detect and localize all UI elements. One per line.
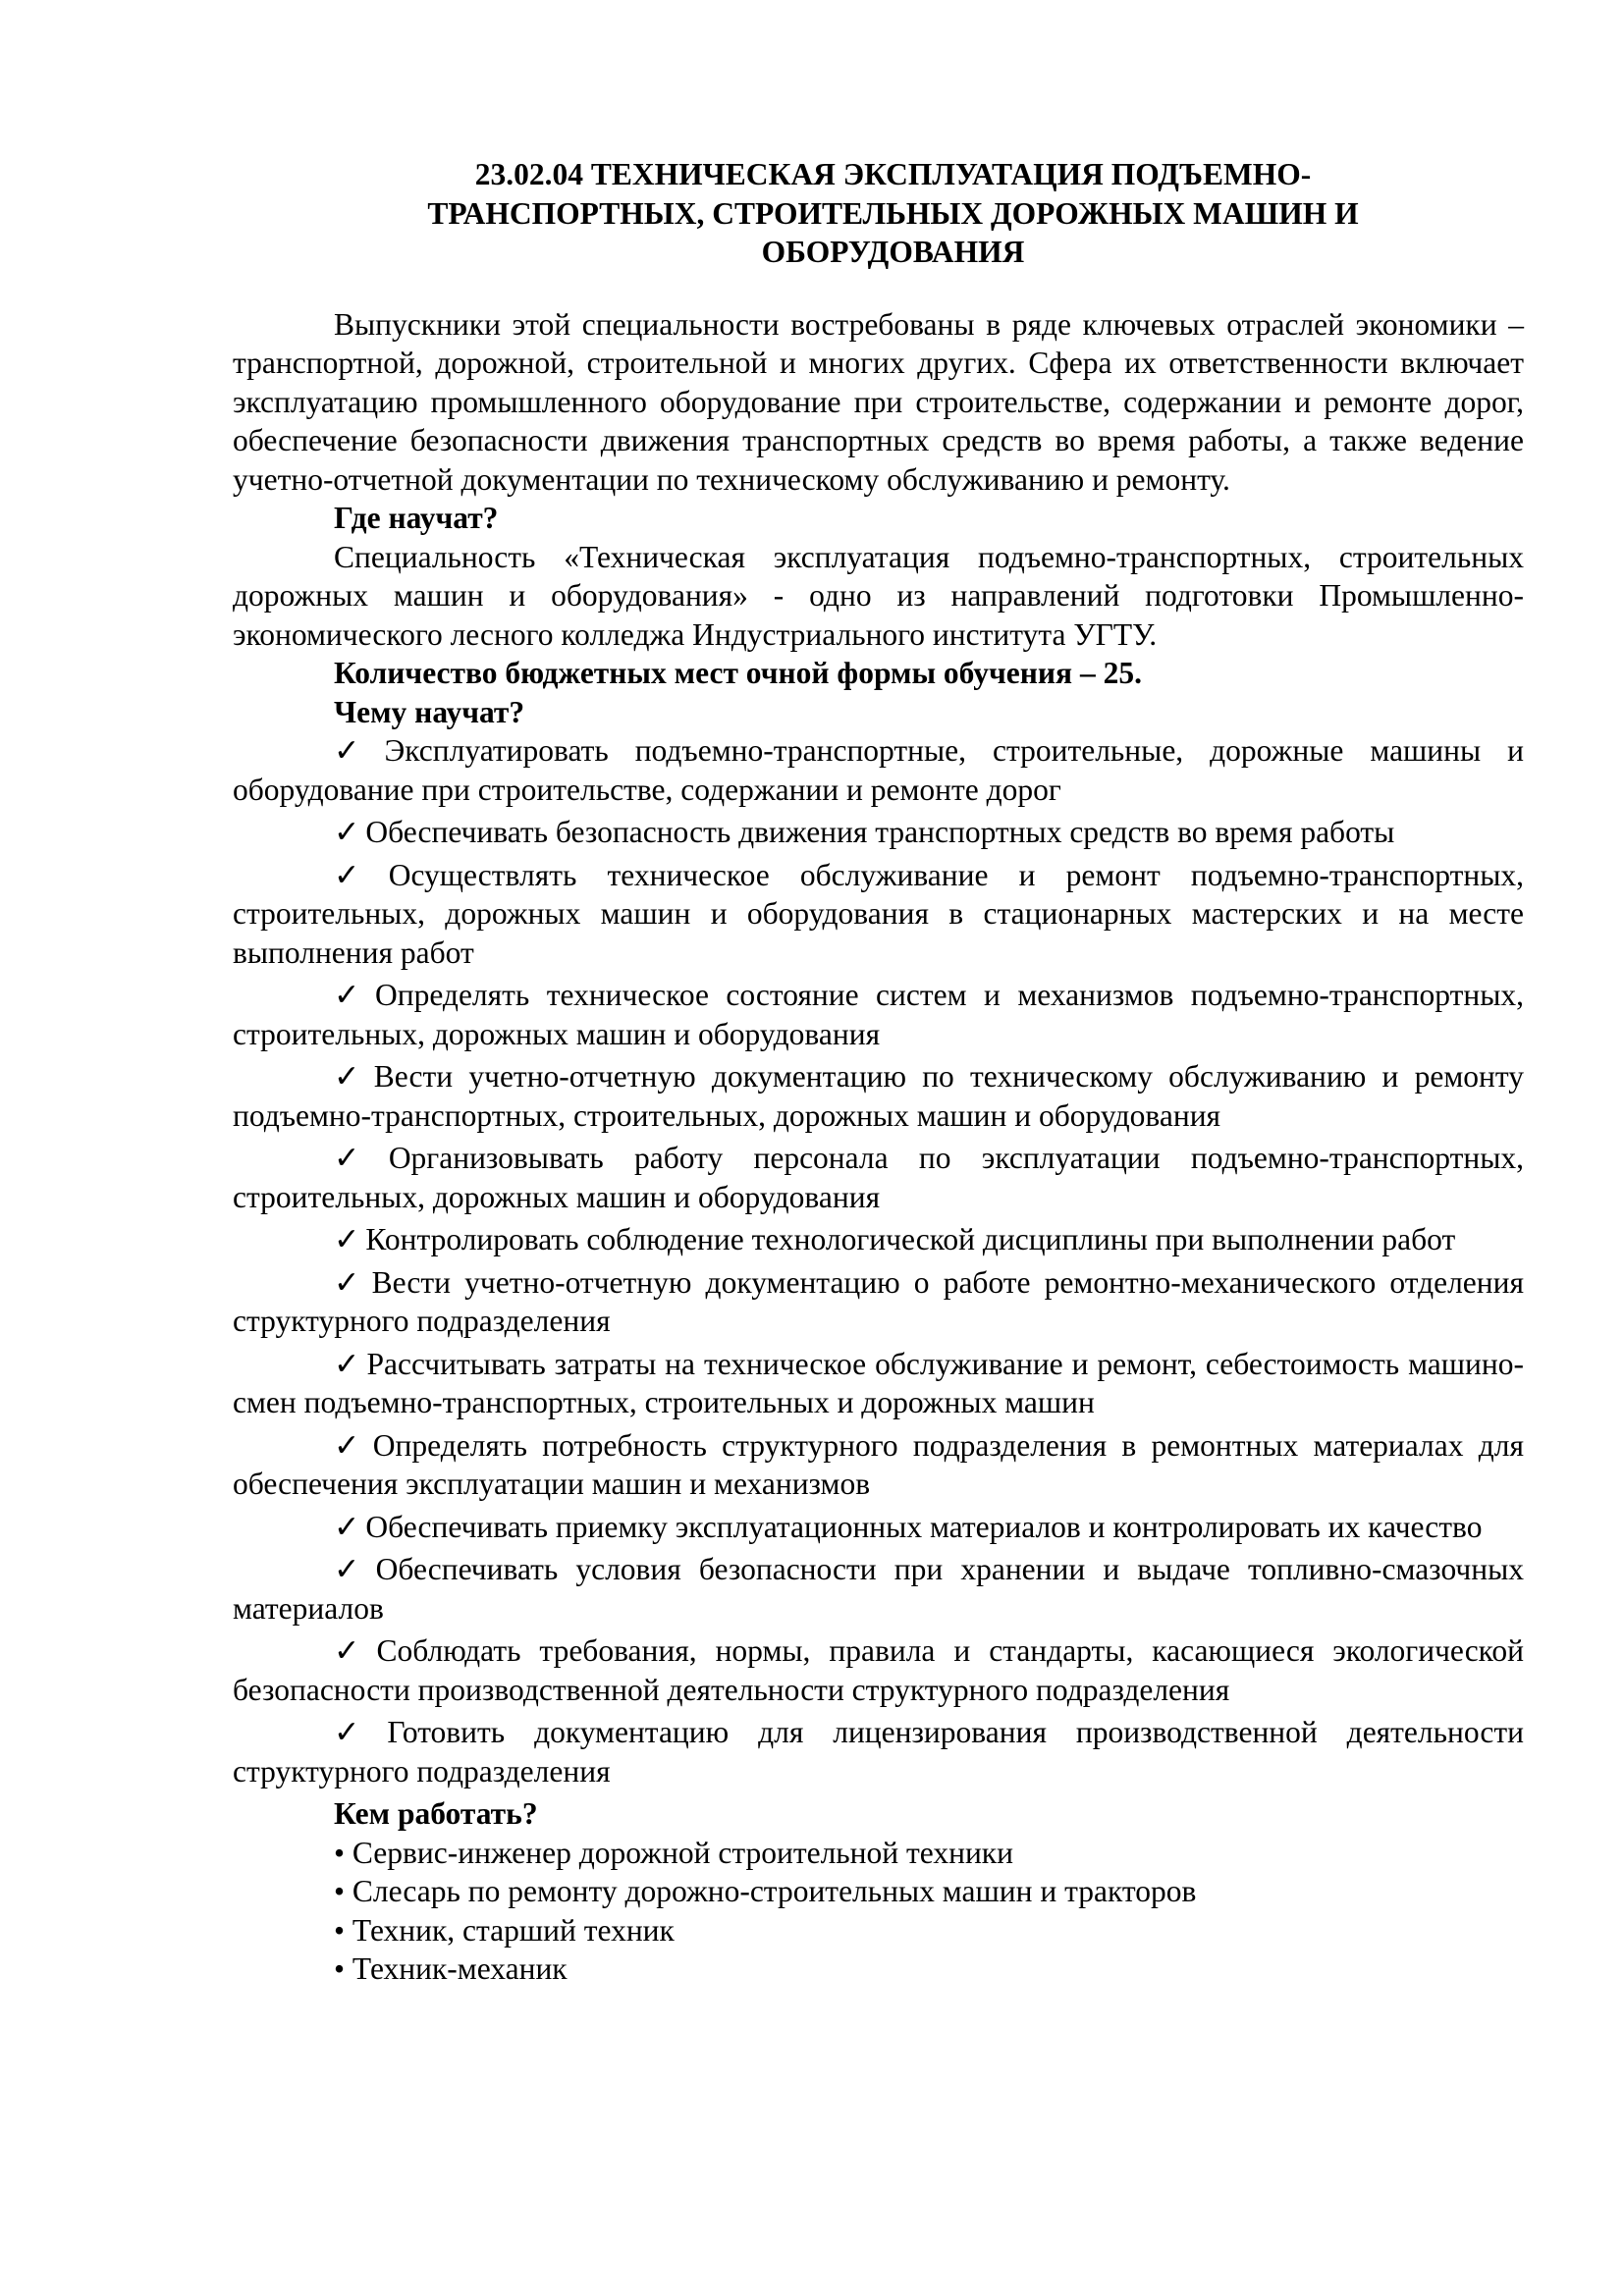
bullet-icon: • [334, 1912, 346, 1948]
skill-text: Рассчитывать затраты на техническое обслуживание и ремонт, себестоимость машино-смен подъемно-транспортных, строительных и дорожных машин [233, 1346, 1524, 1419]
skill-item [233, 976, 1524, 1053]
skill-item [233, 1139, 1524, 1216]
document-page [233, 155, 1524, 1989]
check-icon: ✓ [334, 1552, 370, 1586]
job-item [233, 1834, 1524, 1873]
job-item [233, 1911, 1524, 1950]
bullet-icon: • [334, 1951, 346, 1986]
skill-item [233, 1263, 1524, 1341]
bullet-icon: • [334, 1874, 346, 1908]
check-icon: ✓ [334, 1222, 360, 1256]
check-icon: ✓ [334, 1633, 371, 1668]
check-icon: ✓ [334, 1264, 366, 1300]
skill-text: Определять потребность структурного подразделения в ремонтных материалах для обеспечения эксплуатации машин и механизмов [233, 1427, 1524, 1501]
skill-item [233, 856, 1524, 973]
budget-places: Количество бюджетных мест очной формы обучения – 25. [334, 656, 1142, 690]
skill-text: Вести учетно-отчетную документацию о работе ремонтно-механического отделения структурного подразделения [233, 1264, 1524, 1338]
check-icon: ✓ [334, 1427, 367, 1463]
jobs-list [233, 1834, 1524, 1989]
skills-list [233, 731, 1524, 1790]
bullet-icon: • [334, 1835, 346, 1870]
skill-item [233, 1631, 1524, 1709]
intro-paragraph: Выпускники этой специальности востребованы в ряде ключевых отраслей экономики – транспортной, дорожной, строительной и многих других. Сфера их ответственности включает эксплуатацию промышленного оборудование при строительстве, содержании и ремонте дорог, обеспечение безопасности движения транспортных средств во время работы, а также ведение учетно-отчетной документации по техническому обслуживанию и ремонту. [233, 306, 1524, 497]
skill-item [233, 1508, 1524, 1547]
title-line-1: 23.02.04 ТЕХНИЧЕСКАЯ ЭКСПЛУАТАЦИЯ ПОДЪЕМНО- [474, 157, 1312, 191]
skill-text: Готовить документацию для лицензирования производственной деятельности структурного подразделения [233, 1715, 1524, 1789]
skill-item [233, 1345, 1524, 1422]
check-icon: ✓ [334, 1509, 360, 1544]
skill-text: Определять техническое состояние систем и механизмов подъемно-транспортных, строительных, дорожных машин и оборудования [233, 978, 1525, 1051]
skill-item [233, 813, 1524, 852]
skill-text: Соблюдать требования, нормы, правила и стандарты, касающиеся экологической безопасности производственной деятельности структурного подразделения [233, 1633, 1524, 1707]
check-icon: ✓ [334, 1346, 361, 1381]
title-line-2: ТРАНСПОРТНЫХ, СТРОИТЕЛЬНЫХ ДОРОЖНЫХ МАШИН И [427, 195, 1359, 231]
job-text: Слесарь по ремонту дорожно-строительных машин и тракторов [352, 1874, 1197, 1908]
check-icon: ✓ [334, 857, 383, 892]
check-icon: ✓ [334, 978, 369, 1012]
skill-text: Обеспечивать безопасность движения транспортных средств во время работы [365, 815, 1395, 849]
skill-item [233, 1057, 1524, 1135]
where-heading: Где научат? [334, 501, 499, 535]
skill-text: Вести учетно-отчетную документацию по техническому обслуживанию и ремонту подъемно-транспортных, строительных, дорожных машин и оборудования [233, 1059, 1524, 1133]
skill-text: Эксплуатировать подъемно-транспортные, строительные, дорожные машины и оборудование при строительстве, содержании и ремонте дорог [233, 733, 1524, 807]
jobs-heading: Кем работать? [334, 1796, 538, 1831]
skill-item [233, 1426, 1524, 1504]
skill-text: Обеспечивать условия безопасности при хранении и выдаче топливно-смазочных материалов [233, 1552, 1524, 1626]
skill-item [233, 1713, 1524, 1790]
skill-item [233, 1220, 1524, 1259]
job-text: Техник, старший техник [352, 1912, 675, 1948]
skill-text: Контролировать соблюдение технологической дисциплины при выполнении работ [365, 1222, 1456, 1256]
page-title [233, 155, 1524, 272]
check-icon: ✓ [334, 1715, 382, 1749]
title-line-3: ОБОРУДОВАНИЯ [761, 235, 1025, 269]
check-icon: ✓ [334, 815, 360, 849]
check-icon: ✓ [334, 1141, 383, 1175]
skills-heading: Чему научат? [334, 694, 525, 729]
skill-text: Осуществлять техническое обслуживание и ремонт подъемно-транспортных, строительных, дорожных машин и оборудования в стационарных мастерских и на месте выполнения работ [233, 857, 1524, 970]
skill-text: Организовывать работу персонала по эксплуатации подъемно-транспортных, строительных, дорожных машин и оборудования [233, 1141, 1524, 1214]
check-icon: ✓ [334, 733, 379, 768]
skill-item [233, 731, 1524, 809]
job-item [233, 1949, 1524, 1989]
job-text: Техник-механик [352, 1951, 568, 1986]
skill-text: Обеспечивать приемку эксплуатационных материалов и контролировать их качество [365, 1509, 1483, 1544]
check-icon: ✓ [334, 1059, 368, 1094]
skill-item [233, 1550, 1524, 1628]
job-text: Сервис-инженер дорожной строительной техники [352, 1835, 1013, 1870]
where-paragraph: Специальность «Техническая эксплуатация подъемно-транспортных, строительных дорожных машин и оборудования» - одно из направлений подготовки Промышленно-экономического лесного колледжа Индустриального института УГТУ. [233, 539, 1524, 652]
job-item [233, 1872, 1524, 1911]
